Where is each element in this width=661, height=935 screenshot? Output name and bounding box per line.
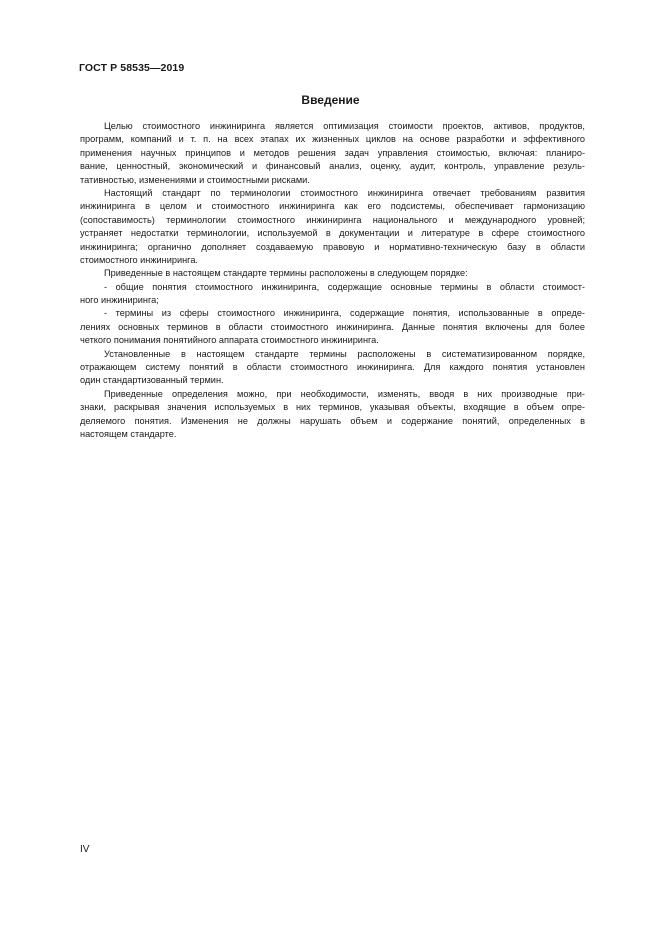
text-line: четкого понимания понятийного аппарата стоимостного инжиниринга. [80,335,379,346]
text-line: вание, ценностный, экономический и финансовый анализ, оценку, аудит, контроль, управление резуль- [80,161,585,172]
text-line: инжиниринга в целом и стоимостного инжиниринга как его подсистемы, обеспечивает гармонизацию [80,201,585,212]
text-line: знаки, раскрывая значения используемых в них терминов, указывая объекты, входящие в объем опре- [80,402,585,413]
text-line: (сопоставимость) терминологии стоимостного инжиниринга национального и международного уровней; [80,214,585,225]
text-line: Установленные в настоящем стандарте термины расположены в систематизированном порядке, [104,348,585,359]
text-line: программ, компаний и т. п. на всех этапах их жизненных циклов на основе разработки и эффективного [80,134,585,145]
text-line: Приведенные определения можно, при необходимости, изменять, вводя в них производные при- [104,388,585,399]
text-line: настоящем стандарте. [80,428,177,439]
text-line: стоимостного инжиниринга. [80,254,198,265]
text-line: ного инжиниринга; [80,295,159,306]
text-line: - общие понятия стоимостного инжиниринга, содержащие основные термины в области стоимост- [104,281,585,292]
section-title: Введение [301,93,360,107]
text-line: один стандартизованный термин. [80,375,224,386]
document-code-header: ГОСТ Р 58535—2019 [79,62,185,74]
introduction-body [80,120,585,441]
text-line: Целью стоимостного инжиниринга является оптимизация стоимости проектов, активов, продуктов, [104,121,585,131]
text-line: тативностью, изменениями и стоимостными рисками. [80,174,310,185]
text-line: инжиниринга; органично дополняет создаваемую правовую и нормативно-техническую базу в области [80,241,585,252]
text-line: деляемого понятия. Изменения не должны нарушать объем и содержание понятий, определенных в [80,415,585,426]
text-line: Приведенные в настоящем стандарте термины расположены в следующем порядке: [104,268,468,279]
page-number: IV [80,844,90,855]
text-line: устраняет недостатки терминологии, используемой в документации и литературе в сфере стоимостного [80,228,585,239]
text-line: - термины из сферы стоимостного инжиниринга, содержащие понятия, использованные в опреде- [104,308,585,319]
text-line: Настоящий стандарт по терминологии стоимостного инжиниринга отвечает требованиям развития [104,187,585,198]
text-line: лениях основных терминов в области стоимостного инжиниринга. Данные понятия включены для более [80,321,585,332]
text-line: отражающем систему понятий в области стоимостного инжиниринга. Для каждого понятия установлен [80,362,585,373]
text-line: применения научных принципов и методов решения задач управления стоимостью, включая: планиро- [80,147,585,158]
